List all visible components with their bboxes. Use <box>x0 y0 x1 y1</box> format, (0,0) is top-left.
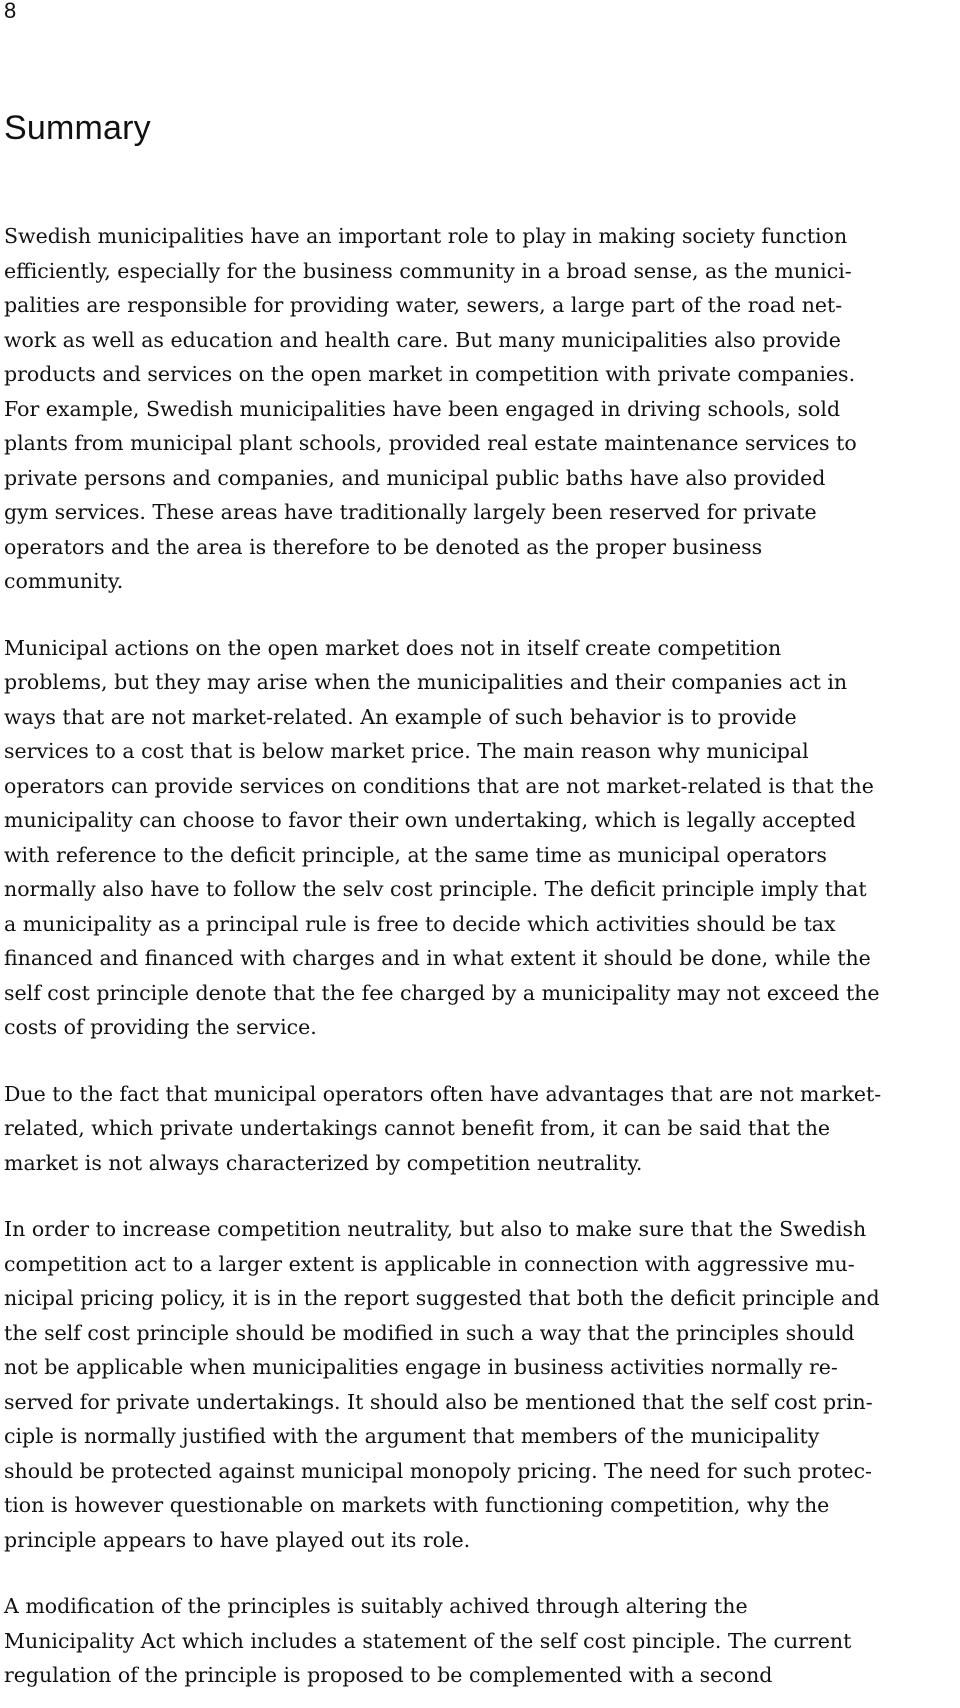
text-line: tion is however questionable on markets with functioning competition, why the <box>4 1493 830 1517</box>
body-paragraph <box>4 1589 956 1693</box>
document-body <box>4 219 956 1708</box>
page-title: Summary <box>4 109 151 147</box>
text-line: nicipal pricing policy, it is in the report suggested that both the deficit principle and <box>4 1286 880 1310</box>
text-line: problems, but they may arise when the municipalities and their companies act in <box>4 670 848 694</box>
text-line: a municipality as a principal rule is free to decide which activities should be tax <box>4 911 836 936</box>
text-line: private persons and companies, and municipal public baths have also provided <box>4 465 826 490</box>
text-line: palities are responsible for providing water, sewers, a large part of the road net- <box>4 293 843 317</box>
text-line: services to a cost that is below market price. The main reason why municipal <box>4 739 809 763</box>
text-line: costs of providing the service. <box>4 1015 317 1039</box>
text-line: principle appears to have played out its role. <box>4 1527 471 1552</box>
page-number: 8 <box>4 0 17 23</box>
text-line: ways that are not market-related. An example of such behavior is to provide <box>4 704 797 729</box>
text-line: efficiently, especially for the business community in a broad sense, as the munici- <box>4 258 852 283</box>
text-line: not be applicable when municipalities engage in business activities normally re- <box>4 1355 838 1379</box>
text-line: Due to the fact that municipal operators often have advantages that are not market- <box>4 1081 882 1106</box>
text-line: plants from municipal plant schools, provided real estate maintenance services to <box>4 431 857 455</box>
text-line: products and services on the open market in competition with private companies. <box>4 362 856 386</box>
text-line: For example, Swedish municipalities have been engaged in driving schools, sold <box>4 396 841 421</box>
text-line: financed and financed with charges and in what extent it should be done, while the <box>4 946 871 970</box>
text-line: operators and the area is therefore to be denoted as the proper business <box>4 534 763 559</box>
text-line: Municipality Act which includes a statement of the self cost pinciple. The current <box>4 1628 852 1653</box>
text-line: self cost principle denote that the fee charged by a municipality may not exceed the <box>4 980 880 1005</box>
text-line: related, which private undertakings cannot benefit from, it can be said that the <box>4 1116 831 1140</box>
text-line: operators can provide services on conditions that are not market-related is that the <box>4 773 874 798</box>
body-paragraph <box>4 631 956 1045</box>
text-line: served for private undertakings. It should also be mentioned that the self cost prin- <box>4 1389 873 1414</box>
body-paragraph <box>4 1077 956 1181</box>
text-line: Swedish municipalities have an important role to play in making society function <box>4 224 848 248</box>
text-line: regulation of the principle is proposed to be complemented with a second <box>4 1663 773 1687</box>
text-line: A modification of the principles is suitably achived through altering the <box>4 1594 748 1618</box>
text-line: the self cost principle should be modified in such a way that the principles should <box>4 1320 855 1345</box>
text-line: work as well as education and health care. But many municipalities also provide <box>4 327 841 352</box>
text-line: ciple is normally justified with the argument that members of the municipality <box>4 1424 820 1448</box>
text-line: In order to increase competition neutrality, but also to make sure that the Swedish <box>4 1217 867 1241</box>
text-line: gym services. These areas have traditionally largely been reserved for private <box>4 500 817 524</box>
text-line: municipality can choose to favor their own undertaking, which is legally accepted <box>4 808 856 832</box>
text-line: Municipal actions on the open market does not in itself create competition <box>4 635 782 660</box>
body-paragraph <box>4 1212 956 1557</box>
text-line: should be protected against municipal monopoly pricing. The need for such protec- <box>4 1458 872 1483</box>
text-line: market is not always characterized by competition neutrality. <box>4 1150 643 1175</box>
body-paragraph <box>4 219 956 599</box>
text-line: community. <box>4 569 124 593</box>
text-line: with reference to the deficit principle, at the same time as municipal operators <box>4 842 827 867</box>
text-line: competition act to a larger extent is applicable in connection with aggressive mu- <box>4 1251 855 1276</box>
text-line: normally also have to follow the selv cost principle. The deficit principle imply that <box>4 877 867 901</box>
